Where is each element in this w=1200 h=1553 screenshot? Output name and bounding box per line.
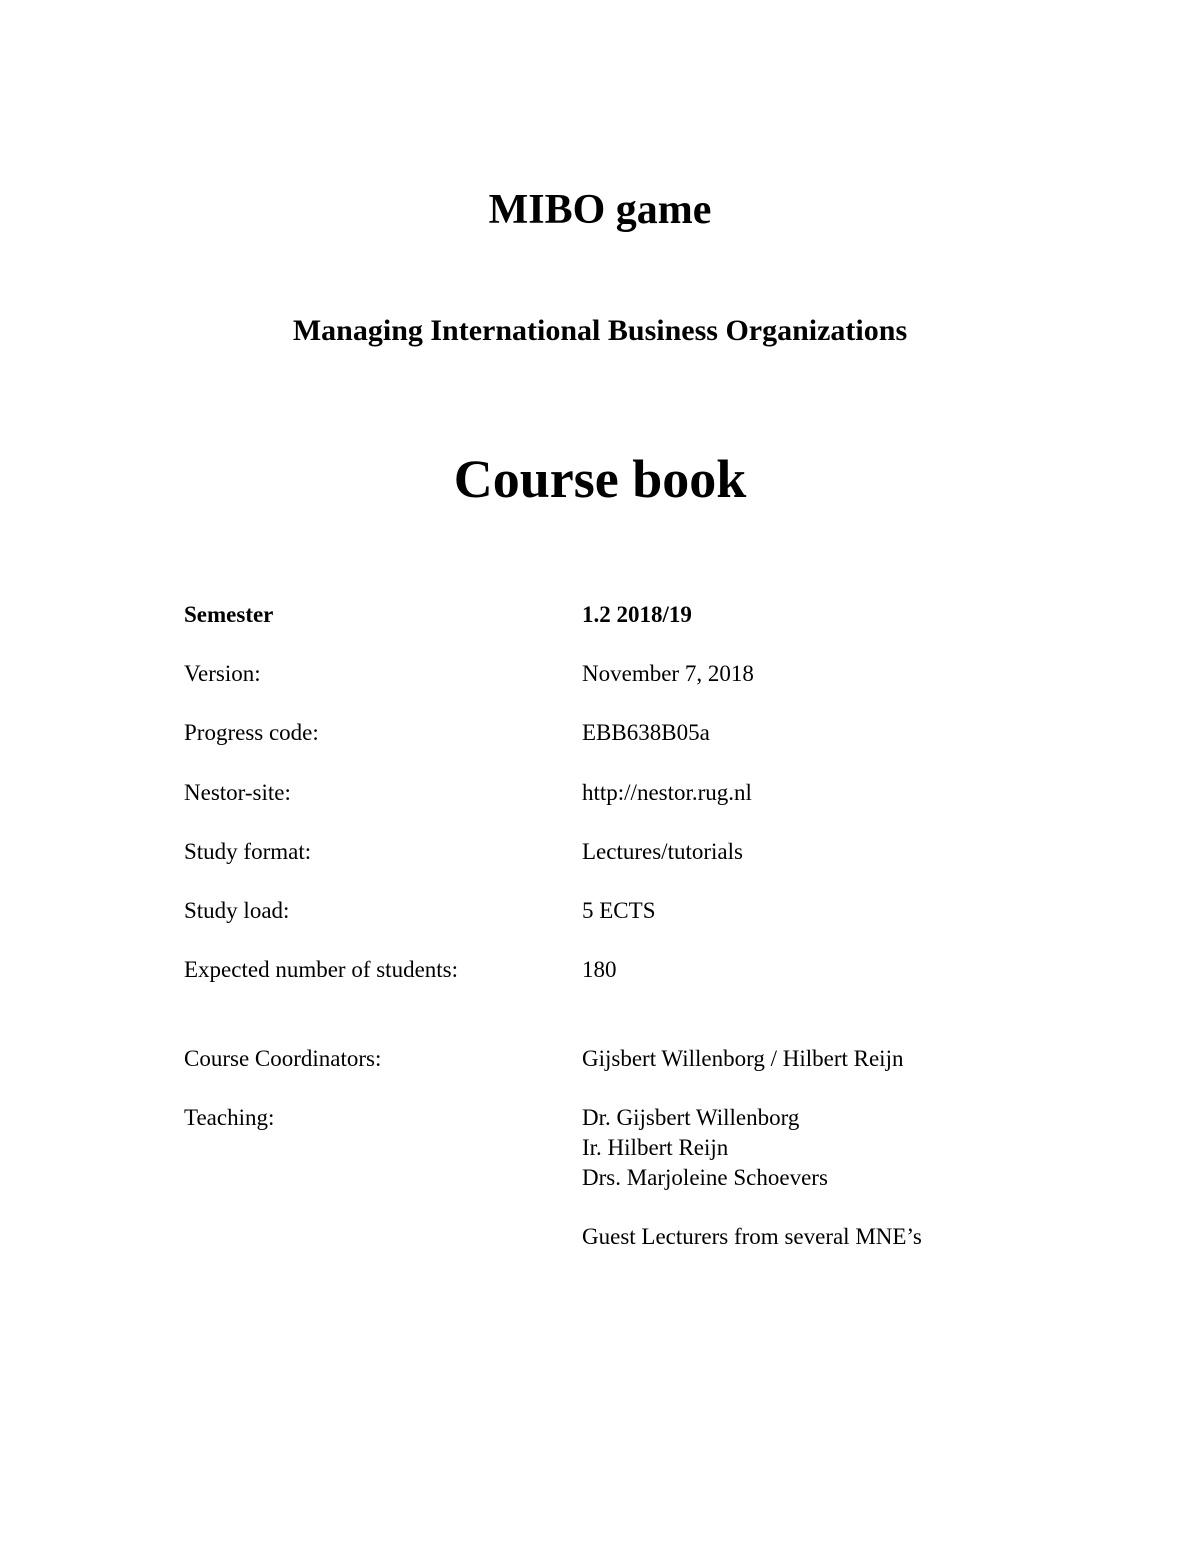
- semester-value: 1.2 2018/19: [582, 602, 692, 627]
- expected-students-value: 180: [582, 957, 617, 982]
- teacher-name: Dr. Gijsbert Willenborg: [582, 1105, 800, 1130]
- teacher-name: Drs. Marjoleine Schoevers: [582, 1165, 828, 1190]
- course-subtitle: Managing International Business Organizations: [292, 314, 908, 347]
- teacher-name: Ir. Hilbert Reijn: [582, 1135, 729, 1160]
- coordinators-value: Gijsbert Willenborg / Hilbert Reijn: [582, 1046, 904, 1071]
- coordinators-label: Course Coordinators:: [184, 1046, 382, 1071]
- semester-label: Semester: [184, 602, 274, 627]
- guest-lecturers-value: Guest Lecturers from several MNE’s: [582, 1224, 922, 1249]
- study-load-label: Study load:: [184, 898, 290, 923]
- nestor-site-link[interactable]: http://nestor.rug.nl: [582, 780, 752, 805]
- study-format-value: Lectures/tutorials: [582, 839, 743, 864]
- teaching-label: Teaching:: [184, 1105, 275, 1130]
- teaching-list: [582, 1103, 828, 1193]
- expected-students-label: Expected number of students:: [184, 957, 459, 982]
- progress-code-label: Progress code:: [184, 720, 319, 745]
- study-format-label: Study format:: [184, 839, 312, 864]
- version-value: November 7, 2018: [582, 661, 754, 686]
- version-label: Version:: [184, 661, 261, 686]
- progress-code-value: EBB638B05a: [582, 720, 710, 745]
- document-title: Course book: [453, 449, 747, 509]
- course-title: MIBO game: [488, 187, 712, 233]
- nestor-site-label: Nestor-site:: [184, 780, 291, 805]
- study-load-value: 5 ECTS: [582, 898, 656, 923]
